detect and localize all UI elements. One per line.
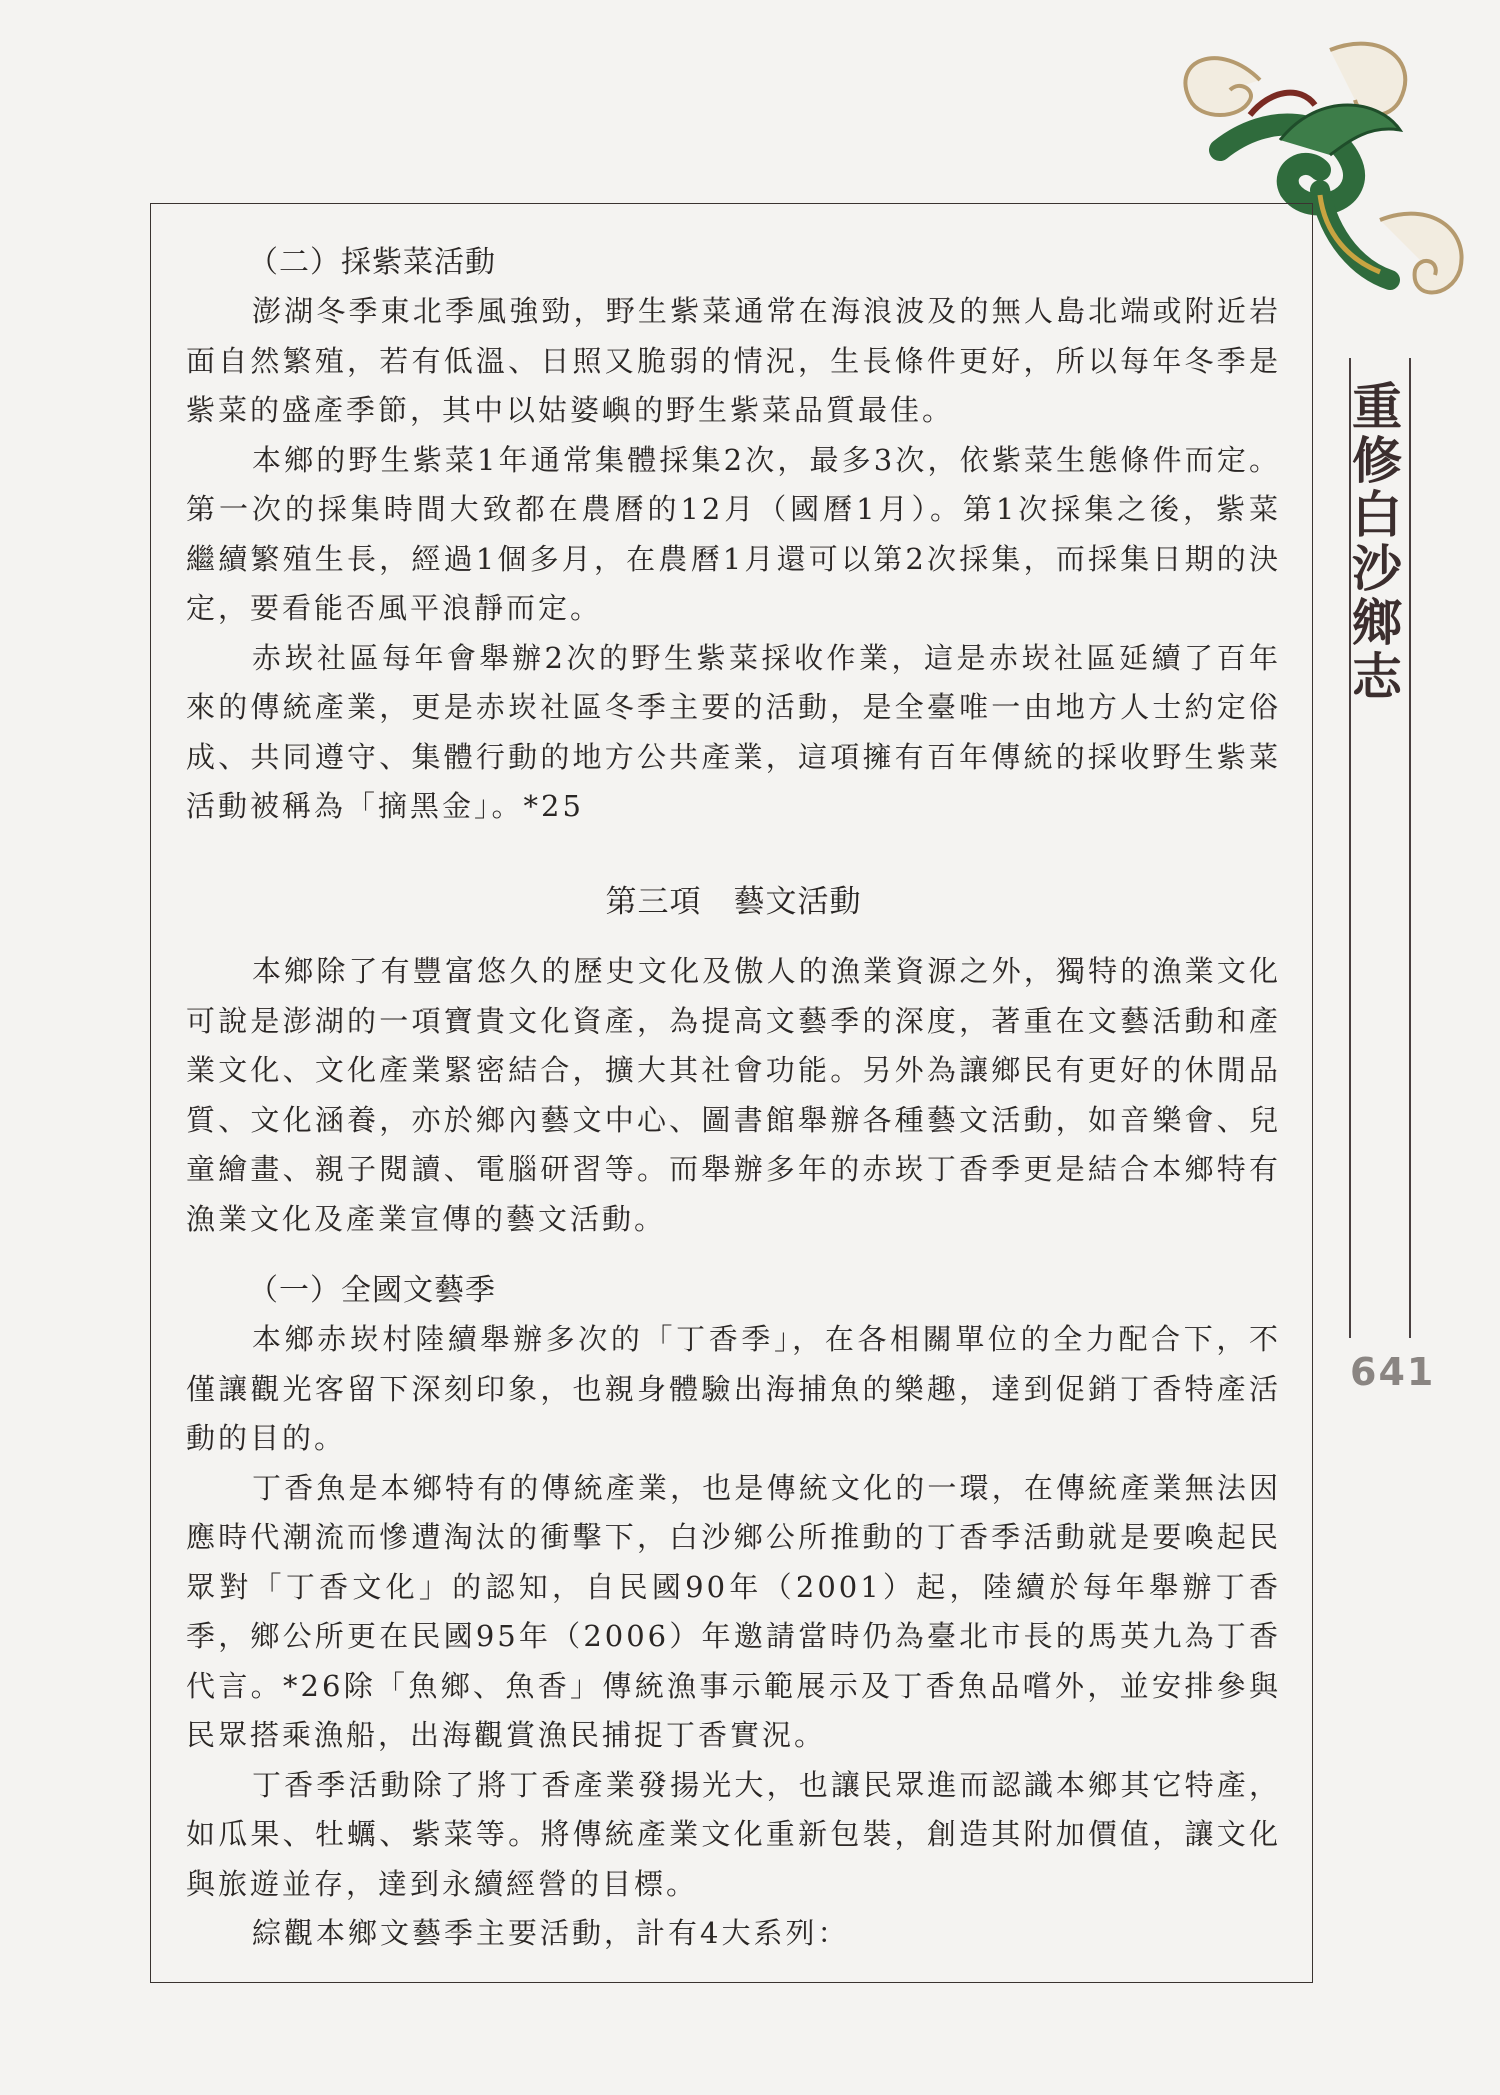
section-heading: 第三項 藝文活動: [605, 883, 862, 920]
book-title: 重修白沙鄉志: [1344, 380, 1403, 704]
paragraph: 澎湖冬季東北季風強勁，野生紫菜通常在海浪波及的無人島北端或附近岩面自然繁殖，若有低溫、日照又脆弱的情況，生長條件更好，所以每年冬季是紫菜的盛產季節，其中以姑婆嶼的野生紫菜品質最佳。: [186, 294, 1281, 427]
paragraph: 本鄉除了有豐富悠久的歷史文化及傲人的漁業資源之外，獨特的漁業文化可說是澎湖的一項寶貴文化資產，為提高文藝季的深度，著重在文藝活動和產業文化、文化產業緊密結合，擴大其社會功能。另外為讓鄉民有更好的休閒品質、文化涵養，亦於鄉內藝文中心、圖書館舉辦各種藝文活動，如音樂會、兒童繪畫、親子閱讀、電腦研習等。而舉辦多年的赤崁丁香季更是結合本鄉特有漁業文化及產業宣傳的藝文活動。: [186, 954, 1281, 1236]
paragraph: 赤崁社區每年會舉辦2次的野生紫菜採收作業，這是赤崁社區延續了百年來的傳統產業，更是赤崁社區冬季主要的活動，是全臺唯一由地方人士約定俗成、共同遵守、集體行動的地方公共產業，這項擁有百年傳統的採收野生紫菜活動被稱為「摘黑金」。*25: [186, 640, 1281, 823]
page-number: 641: [1350, 1350, 1436, 1394]
paragraph: 本鄉赤崁村陸續舉辦多次的「丁香季」，在各相關單位的全力配合下，不僅讓觀光客留下深刻印象，也親身體驗出海捕魚的樂趣，達到促銷丁香特產活動的目的。: [186, 1322, 1281, 1455]
subsection-heading-seaweed: （二）採紫菜活動: [248, 245, 496, 280]
side-title-box: [1344, 358, 1411, 1338]
paragraph: 本鄉的野生紫菜1年通常集體採集2次，最多3次，依紫菜生態條件而定。第一次的採集時間大致都在農曆的12月（國曆1月）。第1次採集之後，紫菜繼續繁殖生長，經過1個多月，在農曆1月還可以第2次採集，而採集日期的決定，要看能否風平浪靜而定。: [186, 442, 1281, 625]
paragraph: 丁香季活動除了將丁香產業發揚光大，也讓民眾進而認識本鄉其它特產，如瓜果、牡蠣、紫菜等。將傳統產業文化重新包裝，創造其附加價值，讓文化與旅遊並存，達到永續經營的目標。: [186, 1767, 1281, 1901]
subsection-heading-arts-festival: （一）全國文藝季: [248, 1273, 496, 1308]
main-content: [186, 238, 1281, 1959]
paragraph: 丁香魚是本鄉特有的傳統產業，也是傳統文化的一環，在傳統產業無法因應時代潮流而慘遭淘汰的衝擊下，白沙鄉公所推動的丁香季活動就是要喚起民眾對「丁香文化」的認知，自民國90年（2001）起，陸續於每年舉辦丁香季，鄉公所更在民國95年（2006）年邀請當時仍為臺北市長的馬英九為丁香代言。*26除「魚鄉、魚香」傳統漁事示範展示及丁香魚品嚐外，並安排參與民眾搭乘漁船，出海觀賞漁民捕捉丁香實況。: [186, 1470, 1281, 1752]
paragraph: 綜觀本鄉文藝季主要活動，計有4大系列：: [252, 1916, 850, 1950]
